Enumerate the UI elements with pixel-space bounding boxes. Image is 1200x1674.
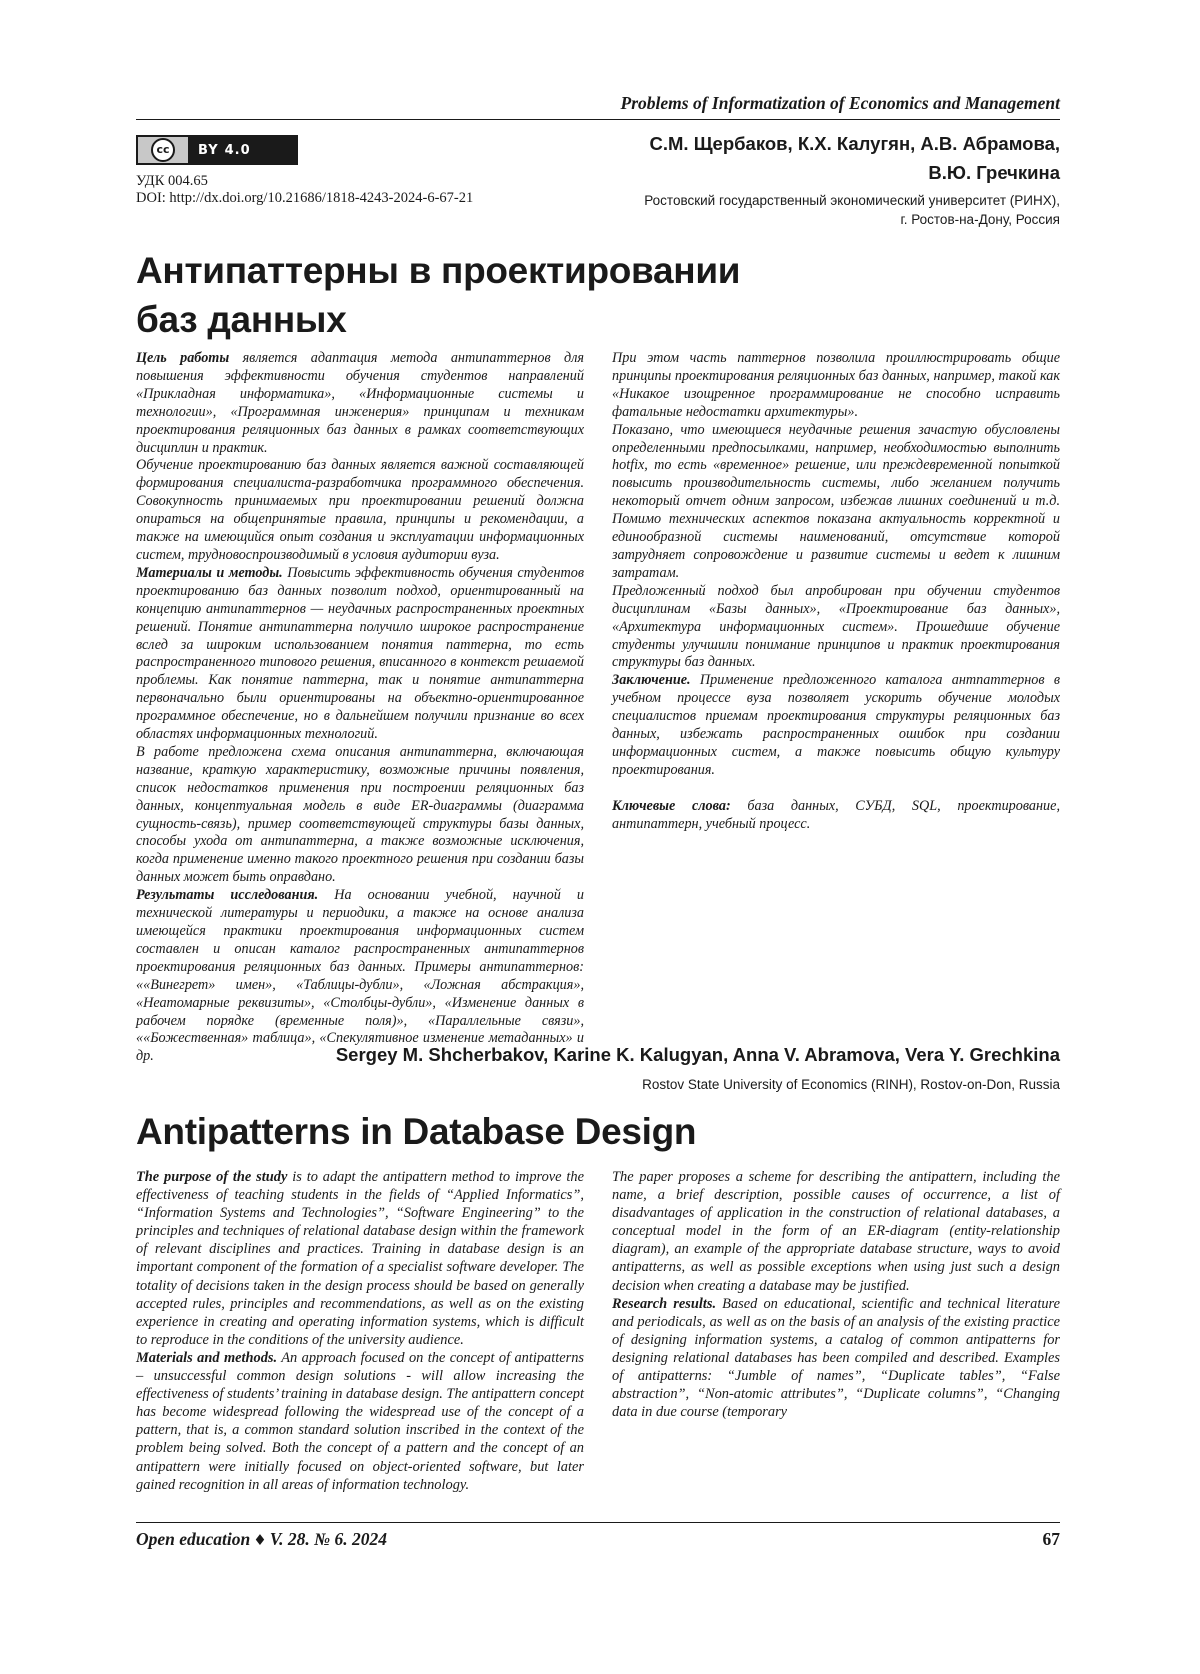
affiliation-ru-line: г. Ростов-на-Дону, Россия — [900, 212, 1060, 227]
authors-ru-line: В.Ю. Гречкина — [928, 162, 1060, 183]
results-text-ru: На основании учебной, научной и технической литературы и периодики, а также на основе анализа имеющейся практики проектирования информационных систем составлен и описан каталог распространенных антипаттернов проектирования реляционных баз данных. Примеры антипаттернов: ««Винегрет» имен», «Таблицы-дубли», «Ложная абстракция», «Неатомарные реквизиты», «Столбцы-дубли», «Изменение данных в рабочем порядке (временные поля)», «Параллельные связи», ««Божественная» таблица», «Спекулятивное изменение метаданных» и др. — [136, 887, 584, 1065]
header-rule — [136, 119, 1060, 120]
cc-license-label — [188, 137, 296, 163]
abstract-en-methods — [136, 1349, 584, 1494]
title-ru — [136, 246, 1036, 344]
affiliation-ru — [560, 191, 1060, 229]
footer-journal-name: Open education — [136, 1529, 251, 1549]
abstract-en-paragraph: The paper proposes a scheme for describing the antipattern, including the name, a brief description, possible causes of occurrence, a list of disadvantages of application in the construction of relational databases, a conceptual model in the form of an ER-diagram (entity-relationship diagram), an example of the appropriate database structure, ways to avoid antipatterns, as well as possible exceptions when using just such a design decision when creating a database may be justified. — [612, 1169, 1060, 1294]
udk-code: УДК 004.65 — [136, 173, 208, 189]
abstract-ru-column-left — [136, 350, 584, 1066]
conclusion-label-ru: Заключение. — [612, 672, 691, 689]
footer-volume: V. 28. № 6. 2024 — [269, 1529, 388, 1549]
results-label-en: Research results. — [612, 1295, 717, 1312]
abstract-ru-methods — [136, 565, 584, 744]
keywords-label-ru: Ключевые слова: — [612, 797, 731, 814]
purpose-label-ru: Цель работы — [136, 350, 230, 366]
page-number: 67 — [1042, 1529, 1060, 1549]
abstract-ru-paragraph: В работе предложена схема описания антипаттерна, включающая название, краткую характеристику, возможные причины появления, список недостатков применения при построении реляционных баз данных, концептуальная модель в виде ER-диаграммы (диаграмма сущность-связь), пример соответствующей структуры базы данных, способы ухода от антипаттерна, а также возможные исключения, когда применение именно такого проектного решения при создании базы данных может быть оправдано. — [136, 743, 584, 886]
affiliation-ru-line: Ростовский государственный экономический университет (РИНХ), — [644, 193, 1060, 208]
creative-commons-icon: cc — [151, 138, 175, 162]
abstract-ru-column-right — [612, 350, 1060, 834]
footer-rule — [136, 1522, 1060, 1523]
affiliation-en: Rostov State University of Economics (RINH), Rostov-on-Don, Russia — [642, 1077, 1060, 1092]
cc-icon-area — [138, 137, 188, 163]
running-head: Problems of Informatization of Economics and Management — [620, 93, 1060, 113]
methods-text-en: An approach focused on the concept of antipatterns – unsuccessful common design solutions - will allow increasing the effectiveness of students’ training in database design. The antipattern concept has become widespread following the widespread use of the concept of a pattern, that is, a common standard solution inscribed in the context of the problem being solved. Both the concept of a pattern and the concept of an antipattern were initially focused on object-oriented software, but later gained recognition in all areas of information technology. — [136, 1349, 585, 1493]
purpose-text-ru: является адаптация метода антипаттернов для повышения эффективности обучения студентов направлений «Прикладная информатика», «Информационные системы и технологии», «Программная инженерия» принципам и техникам проектирования реляционных баз данных в рамках соответствующих дисциплин и практик. — [136, 350, 584, 456]
abstract-ru-paragraph: Обучение проектированию баз данных является важной составляющей формирования специалиста-разработчика программного обеспечения. Совокупность принимаемых при проектировании решений должна опираться на общепринятые правила, принципы и рекомендации, а также на имеющийся опыт создания и эксплуатации информационных систем, трудновоспроизводимый в условия аудитории вуза. — [136, 457, 584, 563]
abstract-ru-conclusion — [612, 672, 1060, 779]
abstract-ru-paragraph: Предложенный подход был апробирован при обучении студентов дисциплинам «Базы данных», «Проектирование баз данных», «Архитектура информационных систем». Прошедшие обучение студенты улучшили понимание принципов и практик проектирования структуры баз данных. — [612, 582, 1060, 671]
title-en: Antipatterns in Database Design — [136, 1111, 697, 1152]
methods-label-en: Materials and methods. — [136, 1349, 278, 1366]
authors-en: Sergey M. Shcherbakov, Karine K. Kalugyan, Anna V. Abramova, Vera Y. Grechkina — [335, 1044, 1060, 1065]
diamond-icon: ♦ — [253, 1531, 267, 1549]
abstract-en-column-left — [136, 1168, 584, 1494]
methods-text-ru: Повысить эффективность обучения студентов проектированию баз данных позволит подход, ориентированный на концепцию антипаттернов — неудачных распространенных проектных решений. Понятие антипаттерна получило широкое распространение вслед за широким использованием понятия паттерна, то есть распространенного типового решения, вписанного в контекст решаемой проблемы. Как понятие паттерна, так и понятие антипаттерна первоначально были ориентированы на объектно-ориентированное программное обеспечение, но в дальнейшем получили признание во всех областях информационных технологий. — [136, 564, 584, 743]
conclusion-text-ru: Применение предложенного каталога антпаттернов в учебном процессе вуза позволяет ускорить обучение молодых специалистов приемам проектирования структуры реляционных баз данных, избежать распространенных ошибок при создании информационных систем, а также повысить общую культуру проектирования. — [612, 672, 1060, 778]
title-ru-line: Антипаттерны в проектировании — [136, 250, 741, 291]
results-text-en: Based on educational, scientific and technical literature and periodicals, as well as on the basis of an analysis of the existing practice of designing information systems, a catalog of common antipatterns for designing relational databases has been compiled and described. Examples of antipatterns: “Jumble of names”, “Duplicate tables”, “False abstraction”, “Non-atomic attributes”, “Duplicate columns”, “Changing data in due course (temporary — [612, 1295, 1060, 1421]
abstract-en-results — [612, 1295, 1060, 1422]
abstract-ru-paragraph: Показано, что имеющиеся неудачные решения зачастую обусловлены определенными предпосылками, например, необходимостью выполнить hotfix, то есть «временное» решение, или преждевременной попыткой повысить производительность системы, либо желанием получить некоторый отчет одним запросом, избежав лишних соединений и т.д. Помимо технических аспектов показана актуальность корректной и единообразной системы наименований, отсутствие которой затрудняет сопровождение и развитие системы и ведет к лишним затратам. — [612, 421, 1060, 581]
purpose-label-en: The purpose of the study — [136, 1169, 288, 1185]
doi-link[interactable]: DOI: http://dx.doi.org/10.21686/1818-4243-2024-6-67-21 — [136, 190, 474, 206]
footer-journal — [136, 1529, 387, 1550]
keywords-text-ru: база данных, СУБД, SQL, проектирование, антипаттерн, учебный процесс. — [612, 797, 1060, 832]
cc-license-badge[interactable] — [136, 135, 298, 165]
abstract-ru-purpose — [136, 350, 584, 457]
methods-label-ru: Материалы и методы. — [136, 564, 283, 581]
keywords-ru — [612, 798, 1060, 834]
abstract-en-column-right — [612, 1168, 1060, 1421]
results-label-ru: Результаты исследования. — [136, 887, 319, 904]
cc-version-label: 4.0 — [224, 142, 251, 158]
title-ru-line: баз данных — [136, 299, 347, 340]
cc-by-label: BY — [198, 142, 219, 158]
abstract-ru-results — [136, 887, 584, 1066]
authors-ru-line: С.М. Щербаков, К.Х. Калугян, А.В. Абрамова, — [649, 133, 1060, 154]
abstract-ru-paragraph: При этом часть паттернов позволила проиллюстрировать общие принципы проектирования реляционных баз данных, например, такой как «Никакое изощренное программирование не способно исправить фатальные недостатки архитектуры». — [612, 350, 1060, 420]
abstract-en-purpose — [136, 1168, 584, 1349]
authors-ru — [560, 129, 1060, 187]
purpose-text-en: is to adapt the antipattern method to improve the effectiveness of teaching students in the fields of “Applied Informatics”, “Information Systems and Technologies”, “Software Engineering” to the principles and techniques of relational database design within the framework of relevant disciplines and practices. Training in database design is an important component of the formation of a specialist software developer. The totality of decisions taken in the design process should be based on generally accepted rules, principles and recommendations, as well as on the existing experience in creating and operating information systems, which is difficult to reproduce in the conditions of the university audience. — [136, 1169, 585, 1348]
